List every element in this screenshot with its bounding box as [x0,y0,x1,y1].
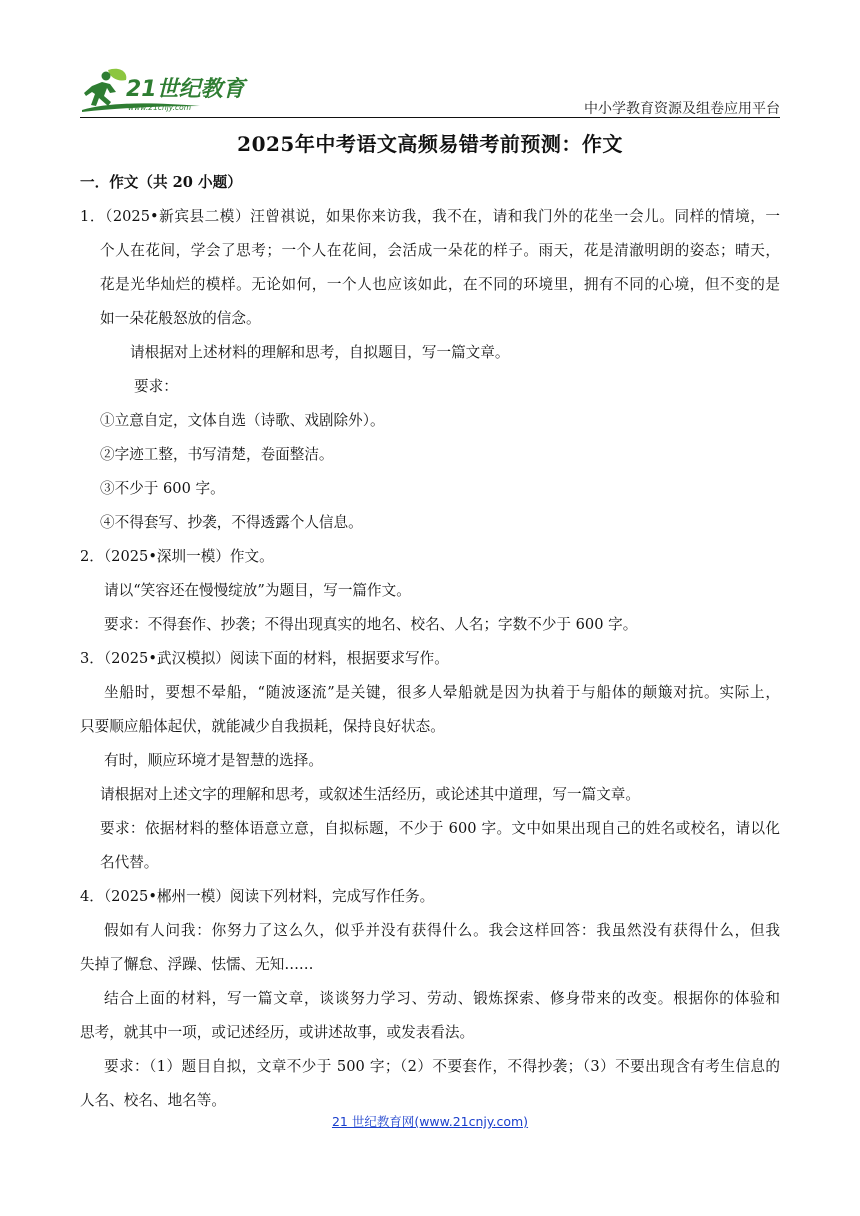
svg-text:21世纪教育: 21世纪教育 [126,77,245,102]
q3-paragraph: 有时，顺应环境才是智慧的选择。 [104,752,323,769]
section-heading: 一．作文（共 20 小题） [80,174,242,191]
q4-paragraph: 结合上面的材料，写一篇文章，谈谈努力学习、劳动、锻炼探索、修身带来的改变。根据你的体验和 [104,990,780,1007]
q1-requirement: ④不得套写、抄袭，不得透露个人信息。 [100,514,363,531]
footer-link[interactable]: 21 世纪教育网(www.21cnjy.com) [331,1114,529,1129]
q1-prompt: 请根据对上述材料的理解和思考，自拟题目，写一篇文章。 [130,344,510,361]
q1-line: 个人在花间，学会了思考；一个人在花间，会活成一朵花的样子。雨天，花是清澈明朗的姿态；晴天， [100,242,780,259]
q1-line: 花是光华灿烂的模样。无论如何，一个人也应该如此，在不同的环境里，拥有不同的心境，但不变的是 [100,276,780,293]
header-divider [80,117,780,118]
q3-requirement: 名代替。 [100,854,159,871]
platform-name: 中小学教育资源及组卷应用平台 [584,101,780,117]
q2-prompt: 请以“笑容还在慢慢绽放”为题目，写一篇作文。 [104,582,411,599]
q3-paragraph: 请根据对上述文字的理解和思考，或叙述生活经历，或论述其中道理，写一篇文章。 [100,786,640,803]
q3-requirement: 要求：依据材料的整体语意立意，自拟标题，不少于 600 字。文中如果出现自己的姓名或校名，请以化 [100,820,780,837]
q1-requirement: ③不少于 600 字。 [100,480,225,497]
q4-heading: 4．（2025•郴州一模）阅读下列材料，完成写作任务。 [80,888,435,905]
page-title: 2025年中考语文高频易错考前预测：作文 [237,132,623,156]
q1-requirements-label: 要求： [134,378,178,395]
page-footer [0,1112,860,1130]
q1-line: 如一朵花般怒放的信念。 [100,310,261,327]
q1-requirement: ①立意自定，文体自选（诗歌、戏剧除外）。 [100,412,385,429]
runner-logo-icon [80,66,250,116]
q4-paragraph: 思考，就其中一项，或记述经历，或讲述故事，或发表看法。 [80,1024,475,1041]
document-body [80,166,780,1118]
q3-paragraph: 只要顺应船体起伏，就能减少自我损耗，保持良好状态。 [80,718,445,735]
q4-requirement: 要求：（1）题目自拟，文章不少于 500 字；（2）不要套作，不得抄袭；（3）不要出现含有考生信息的 [104,1058,780,1075]
site-logo[interactable] [80,66,250,116]
q3-paragraph: 坐船时，要想不晕船，“随波逐流”是关键，很多人晕船就是因为执着于与船体的颠簸对抗。实际上， [104,684,780,701]
svg-text:www.21cnjy.com: www.21cnjy.com [128,103,192,112]
q4-paragraph: 失掉了懈怠、浮躁、怯懦、无知…… [80,956,314,973]
q3-heading: 3．（2025•武汉模拟）阅读下面的材料，根据要求写作。 [80,650,449,667]
q1-requirement: ②字迹工整，书写清楚，卷面整洁。 [100,446,334,463]
q1-line: 1．（2025•新宾县二模）汪曾祺说，如果你来访我，我不在，请和我门外的花坐一会儿。同样的情境，一 [80,208,780,225]
q4-requirement: 人名、校名、地名等。 [80,1092,226,1109]
q4-paragraph: 假如有人问我：你努力了这么久，似乎并没有获得什么。我会这样回答：我虽然没有获得什么，但我 [104,922,780,939]
page-header [80,66,780,118]
q2-requirement: 要求：不得套作、抄袭；不得出现真实的地名、校名、人名；字数不少于 600 字。 [104,616,638,633]
q2-heading: 2．（2025•深圳一模）作文。 [80,548,274,565]
